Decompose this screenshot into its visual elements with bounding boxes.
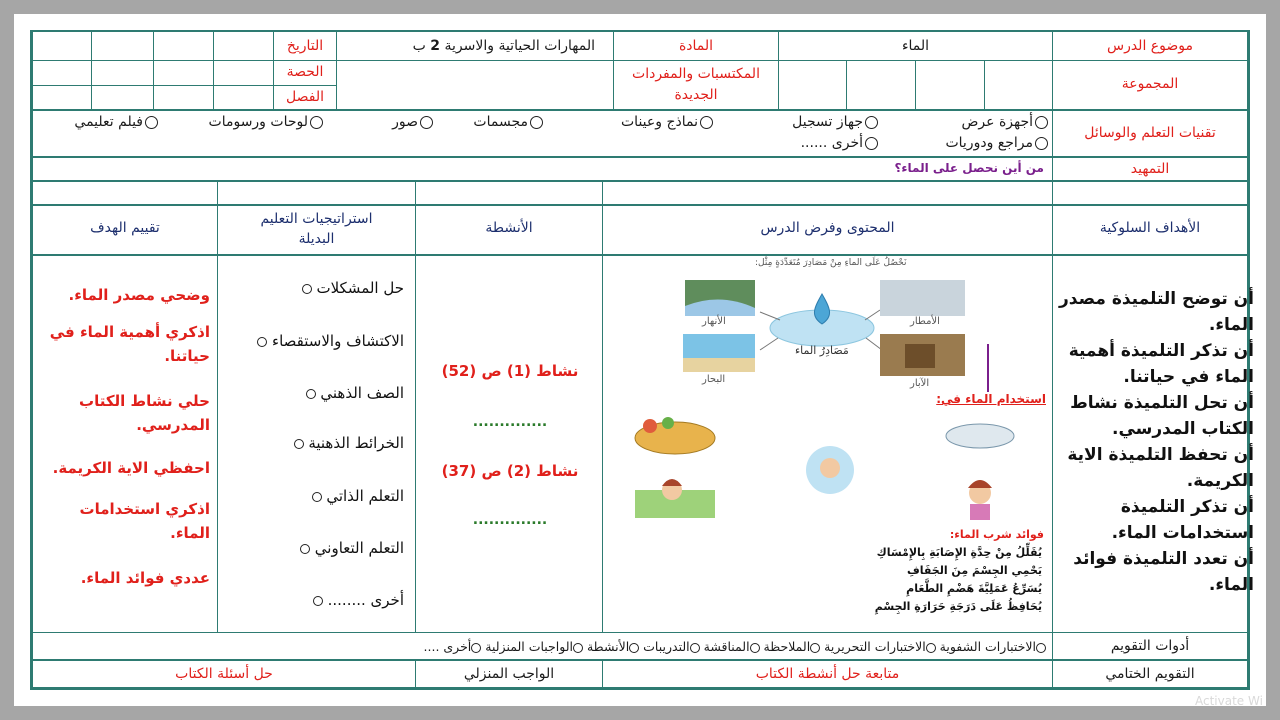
date-cell-2 bbox=[153, 31, 214, 61]
watermark: Activate Wi bbox=[1195, 694, 1263, 708]
assess-other[interactable]: أخرى .... bbox=[424, 639, 482, 654]
assess-exercises[interactable]: التدريبات bbox=[643, 639, 699, 654]
bullet-icon bbox=[257, 337, 267, 347]
source-rivers: الأنهار bbox=[702, 316, 726, 327]
final-label: التقويم الختامي bbox=[1105, 666, 1195, 682]
radio-icon bbox=[865, 116, 878, 129]
tools-cell bbox=[32, 110, 1053, 157]
assess-homework[interactable]: الواجبات المنزلية bbox=[485, 639, 583, 654]
sources-heading: نَحْصُلُ عَلَى الماءِ مِنْ مَصَادِرَ مُتَعَدِّدَةٍ مِثْل: bbox=[755, 258, 907, 268]
source-seas: البحار bbox=[702, 374, 726, 385]
strategy-item[interactable]: الاكتشاف والاستقصاء bbox=[257, 332, 404, 350]
final-value-cell bbox=[602, 660, 1053, 688]
strategies-header-text: استراتيجيات التعليم البديلة bbox=[260, 211, 373, 247]
benefit-item: يُسَرِّعُ عَمَلِيَّةَ هَضْمِ الطَّعَامِ bbox=[906, 582, 1042, 595]
vocab-label: المكتسبات والمفردات الجديدة bbox=[632, 66, 760, 103]
strategies-header bbox=[217, 205, 416, 255]
blank-cell-b bbox=[602, 181, 1053, 205]
radio-icon bbox=[420, 116, 433, 129]
radio-icon bbox=[865, 137, 878, 150]
class-label-cell bbox=[273, 85, 337, 110]
intro-question: من أين نحصل على الماء؟ bbox=[894, 161, 1044, 175]
assess-discussion[interactable]: المناقشة bbox=[704, 639, 760, 654]
strategy-item[interactable]: حل المشكلات bbox=[302, 279, 404, 297]
class-cell-2 bbox=[153, 85, 214, 110]
blank-cell-d bbox=[217, 181, 416, 205]
class-cell-3 bbox=[91, 85, 154, 110]
tool-film[interactable]: فيلم تعليمي bbox=[53, 114, 158, 130]
activities-cell bbox=[415, 255, 603, 633]
assessment-items bbox=[424, 639, 1046, 654]
activity-dots-2: .............. bbox=[472, 512, 548, 528]
group-label-cell bbox=[1052, 60, 1248, 110]
date-cell-1 bbox=[213, 31, 274, 61]
homework-label-cell bbox=[415, 660, 603, 688]
tool-other[interactable]: أخرى ...... bbox=[768, 135, 878, 151]
tools-label-cell bbox=[1052, 110, 1248, 157]
homework-value: حل أسئلة الكتاب bbox=[175, 666, 273, 682]
assess-written[interactable]: الاختبارات التحريرية bbox=[824, 639, 936, 654]
intro-cell bbox=[32, 157, 1053, 181]
objective-item: أن تذكر التلميذة استخدامات الماء. bbox=[1111, 497, 1254, 543]
group-cell-1 bbox=[984, 60, 1053, 110]
benefit-item: يُحَافِظُ عَلَى دَرَجَةِ حَرَارَةِ الجِسْمِ bbox=[874, 600, 1042, 613]
tool-references[interactable]: مراجع ودوريات bbox=[893, 135, 1048, 151]
radio-icon bbox=[1035, 137, 1048, 150]
objective-item: أن تذكر التلميذة أهمية الماء في حياتنا. bbox=[1068, 341, 1254, 387]
period-label: الحصة bbox=[286, 64, 324, 80]
subject-label-cell bbox=[613, 31, 779, 61]
period-cell-1 bbox=[213, 60, 274, 86]
topic-value: الماء bbox=[901, 38, 930, 54]
blank-cell-a bbox=[1052, 181, 1248, 205]
evaluation-item: عددي فوائد الماء. bbox=[80, 569, 210, 587]
tool-projector[interactable]: أجهزة عرض bbox=[913, 114, 1048, 130]
assessment-cell bbox=[32, 632, 1053, 660]
class-label: الفصل bbox=[286, 89, 324, 105]
subject-section: ب bbox=[412, 38, 426, 54]
strategy-item[interactable]: التعلم الذاتي bbox=[312, 487, 404, 505]
objective-item: أن تحفظ التلميذة الاية الكريمة. bbox=[1067, 445, 1254, 491]
water-uses-drawings bbox=[610, 408, 1050, 528]
strategy-item[interactable]: التعلم التعاوني bbox=[300, 539, 404, 557]
period-cell-3 bbox=[91, 60, 154, 86]
content-header bbox=[602, 205, 1053, 255]
topic-label: موضوع الدرس bbox=[1106, 38, 1193, 54]
period-cell-2 bbox=[153, 60, 214, 86]
evaluation-header-text: تقييم الهدف bbox=[90, 220, 160, 236]
subject-name: المهارات الحياتية والاسرية bbox=[444, 38, 595, 54]
activity-2: نشاط (2) ص (37) bbox=[441, 462, 579, 480]
date-label: التاريخ bbox=[286, 38, 324, 54]
bullet-icon bbox=[312, 492, 322, 502]
final-label-cell bbox=[1052, 660, 1248, 688]
activity-1: نشاط (1) ص (52) bbox=[441, 362, 579, 380]
activities-header bbox=[415, 205, 603, 255]
objectives-header bbox=[1052, 205, 1248, 255]
group-cell-3 bbox=[846, 60, 916, 110]
water-drop-icon bbox=[814, 294, 829, 324]
radio-icon bbox=[700, 116, 713, 129]
activities-header-text: الأنشطة bbox=[485, 220, 533, 236]
period-label-cell bbox=[273, 60, 337, 86]
bullet-icon bbox=[313, 596, 323, 606]
class-cell-1 bbox=[213, 85, 274, 110]
blank-cell-e bbox=[32, 181, 218, 205]
bullet-icon bbox=[300, 544, 310, 554]
group-cell-4 bbox=[778, 60, 847, 110]
tool-models[interactable]: نماذج وعينات bbox=[588, 114, 713, 130]
divider-mark bbox=[987, 344, 989, 392]
vocab-value-cell bbox=[336, 60, 614, 110]
water-sources-diagram bbox=[610, 272, 1050, 402]
period-cell-4 bbox=[32, 60, 92, 86]
blank-cell-c bbox=[415, 181, 603, 205]
evaluation-item: اذكري أهمية الماء في حياتنا. bbox=[49, 323, 210, 365]
intro-label: التمهيد bbox=[1130, 161, 1170, 177]
homework-value-cell bbox=[32, 660, 416, 688]
strategy-item[interactable]: الصف الذهني bbox=[306, 384, 404, 402]
strategy-item[interactable]: الخرائط الذهنية bbox=[294, 434, 404, 452]
bullet-icon bbox=[302, 284, 312, 294]
source-wells: الآبار bbox=[910, 378, 930, 389]
vocab-label-cell bbox=[613, 60, 779, 110]
evaluation-item: وضحي مصدر الماء. bbox=[68, 286, 210, 304]
objectives-list bbox=[1054, 286, 1254, 598]
benefit-item: يَحْمِي الجِسْمَ مِنَ الجَفَافِ bbox=[906, 564, 1042, 577]
radio-icon bbox=[530, 116, 543, 129]
assess-oral[interactable]: الاختبارات الشفوية bbox=[940, 639, 1046, 654]
subject-grade: 2 bbox=[430, 38, 441, 54]
objectives-header-text: الأهداف السلوكية bbox=[1099, 220, 1201, 236]
tool-boards[interactable]: لوحات ورسومات bbox=[178, 114, 323, 130]
assess-activities[interactable]: الأنشطة bbox=[587, 639, 639, 654]
tool-recorder[interactable]: جهاز تسجيل bbox=[768, 114, 878, 130]
bullet-icon bbox=[294, 439, 304, 449]
subject-label: المادة bbox=[678, 38, 714, 54]
tool-3d[interactable]: مجسمات bbox=[453, 114, 543, 130]
topic-label-cell bbox=[1052, 31, 1248, 61]
strategy-item[interactable]: أخرى ........ bbox=[313, 591, 404, 609]
homework-label: الواجب المنزلي bbox=[463, 666, 555, 682]
subject-value-cell bbox=[336, 31, 614, 61]
evaluation-item: اذكري استخدامات الماء. bbox=[79, 500, 210, 542]
bullet-icon bbox=[306, 389, 316, 399]
evaluation-header bbox=[32, 205, 218, 255]
assessment-label-cell bbox=[1052, 632, 1248, 660]
tool-pictures[interactable]: صور bbox=[373, 114, 433, 130]
class-cell-4 bbox=[32, 85, 92, 110]
tools-label: تقنيات التعلم والوسائل bbox=[1084, 125, 1216, 141]
activity-dots-1: .............. bbox=[472, 414, 548, 430]
objective-item: أن تحل التلميذة نشاط الكتاب المدرسي. bbox=[1070, 393, 1254, 439]
assessment-label: أدوات التقويم bbox=[1110, 638, 1190, 654]
subject-value bbox=[337, 38, 595, 54]
date-cell-4 bbox=[32, 31, 92, 61]
final-value: متابعة حل أنشطة الكتاب bbox=[755, 666, 900, 682]
topic-value-cell bbox=[778, 31, 1053, 61]
objective-item: أن تعدد التلميذة فوائد الماء. bbox=[1073, 549, 1254, 595]
intro-label-cell bbox=[1052, 157, 1248, 181]
objective-item: أن توضح التلميذة مصدر الماء. bbox=[1059, 289, 1254, 335]
radio-icon bbox=[310, 116, 323, 129]
date-cell-3 bbox=[91, 31, 154, 61]
source-rain: الأمطار bbox=[910, 316, 940, 327]
assess-observation[interactable]: الملاحظة bbox=[764, 639, 821, 654]
benefit-item: يُقَلِّلُ مِنْ حِدَّةِ الإِصَابَةِ بِالإِمْسَاكِ bbox=[876, 546, 1042, 559]
benefits-title: فوائد شرب الماء: bbox=[949, 528, 1044, 541]
uses-title: استخدام الماء في: bbox=[936, 392, 1046, 406]
group-label: المجموعة bbox=[1121, 76, 1179, 92]
sources-center-label: مَصَادِرُ الماء bbox=[795, 344, 849, 357]
radio-icon bbox=[1035, 116, 1048, 129]
washing-image bbox=[946, 424, 1014, 448]
group-cell-2 bbox=[915, 60, 985, 110]
radio-icon bbox=[145, 116, 158, 129]
evaluation-item: حلي نشاط الكتاب المدرسي. bbox=[79, 392, 210, 434]
date-label-cell bbox=[273, 31, 337, 61]
rain-image bbox=[880, 280, 965, 316]
content-illustration bbox=[610, 258, 1050, 630]
evaluation-item: احفظي الاية الكريمة. bbox=[52, 459, 210, 477]
content-header-text: المحتوى وفرض الدرس bbox=[760, 220, 895, 236]
